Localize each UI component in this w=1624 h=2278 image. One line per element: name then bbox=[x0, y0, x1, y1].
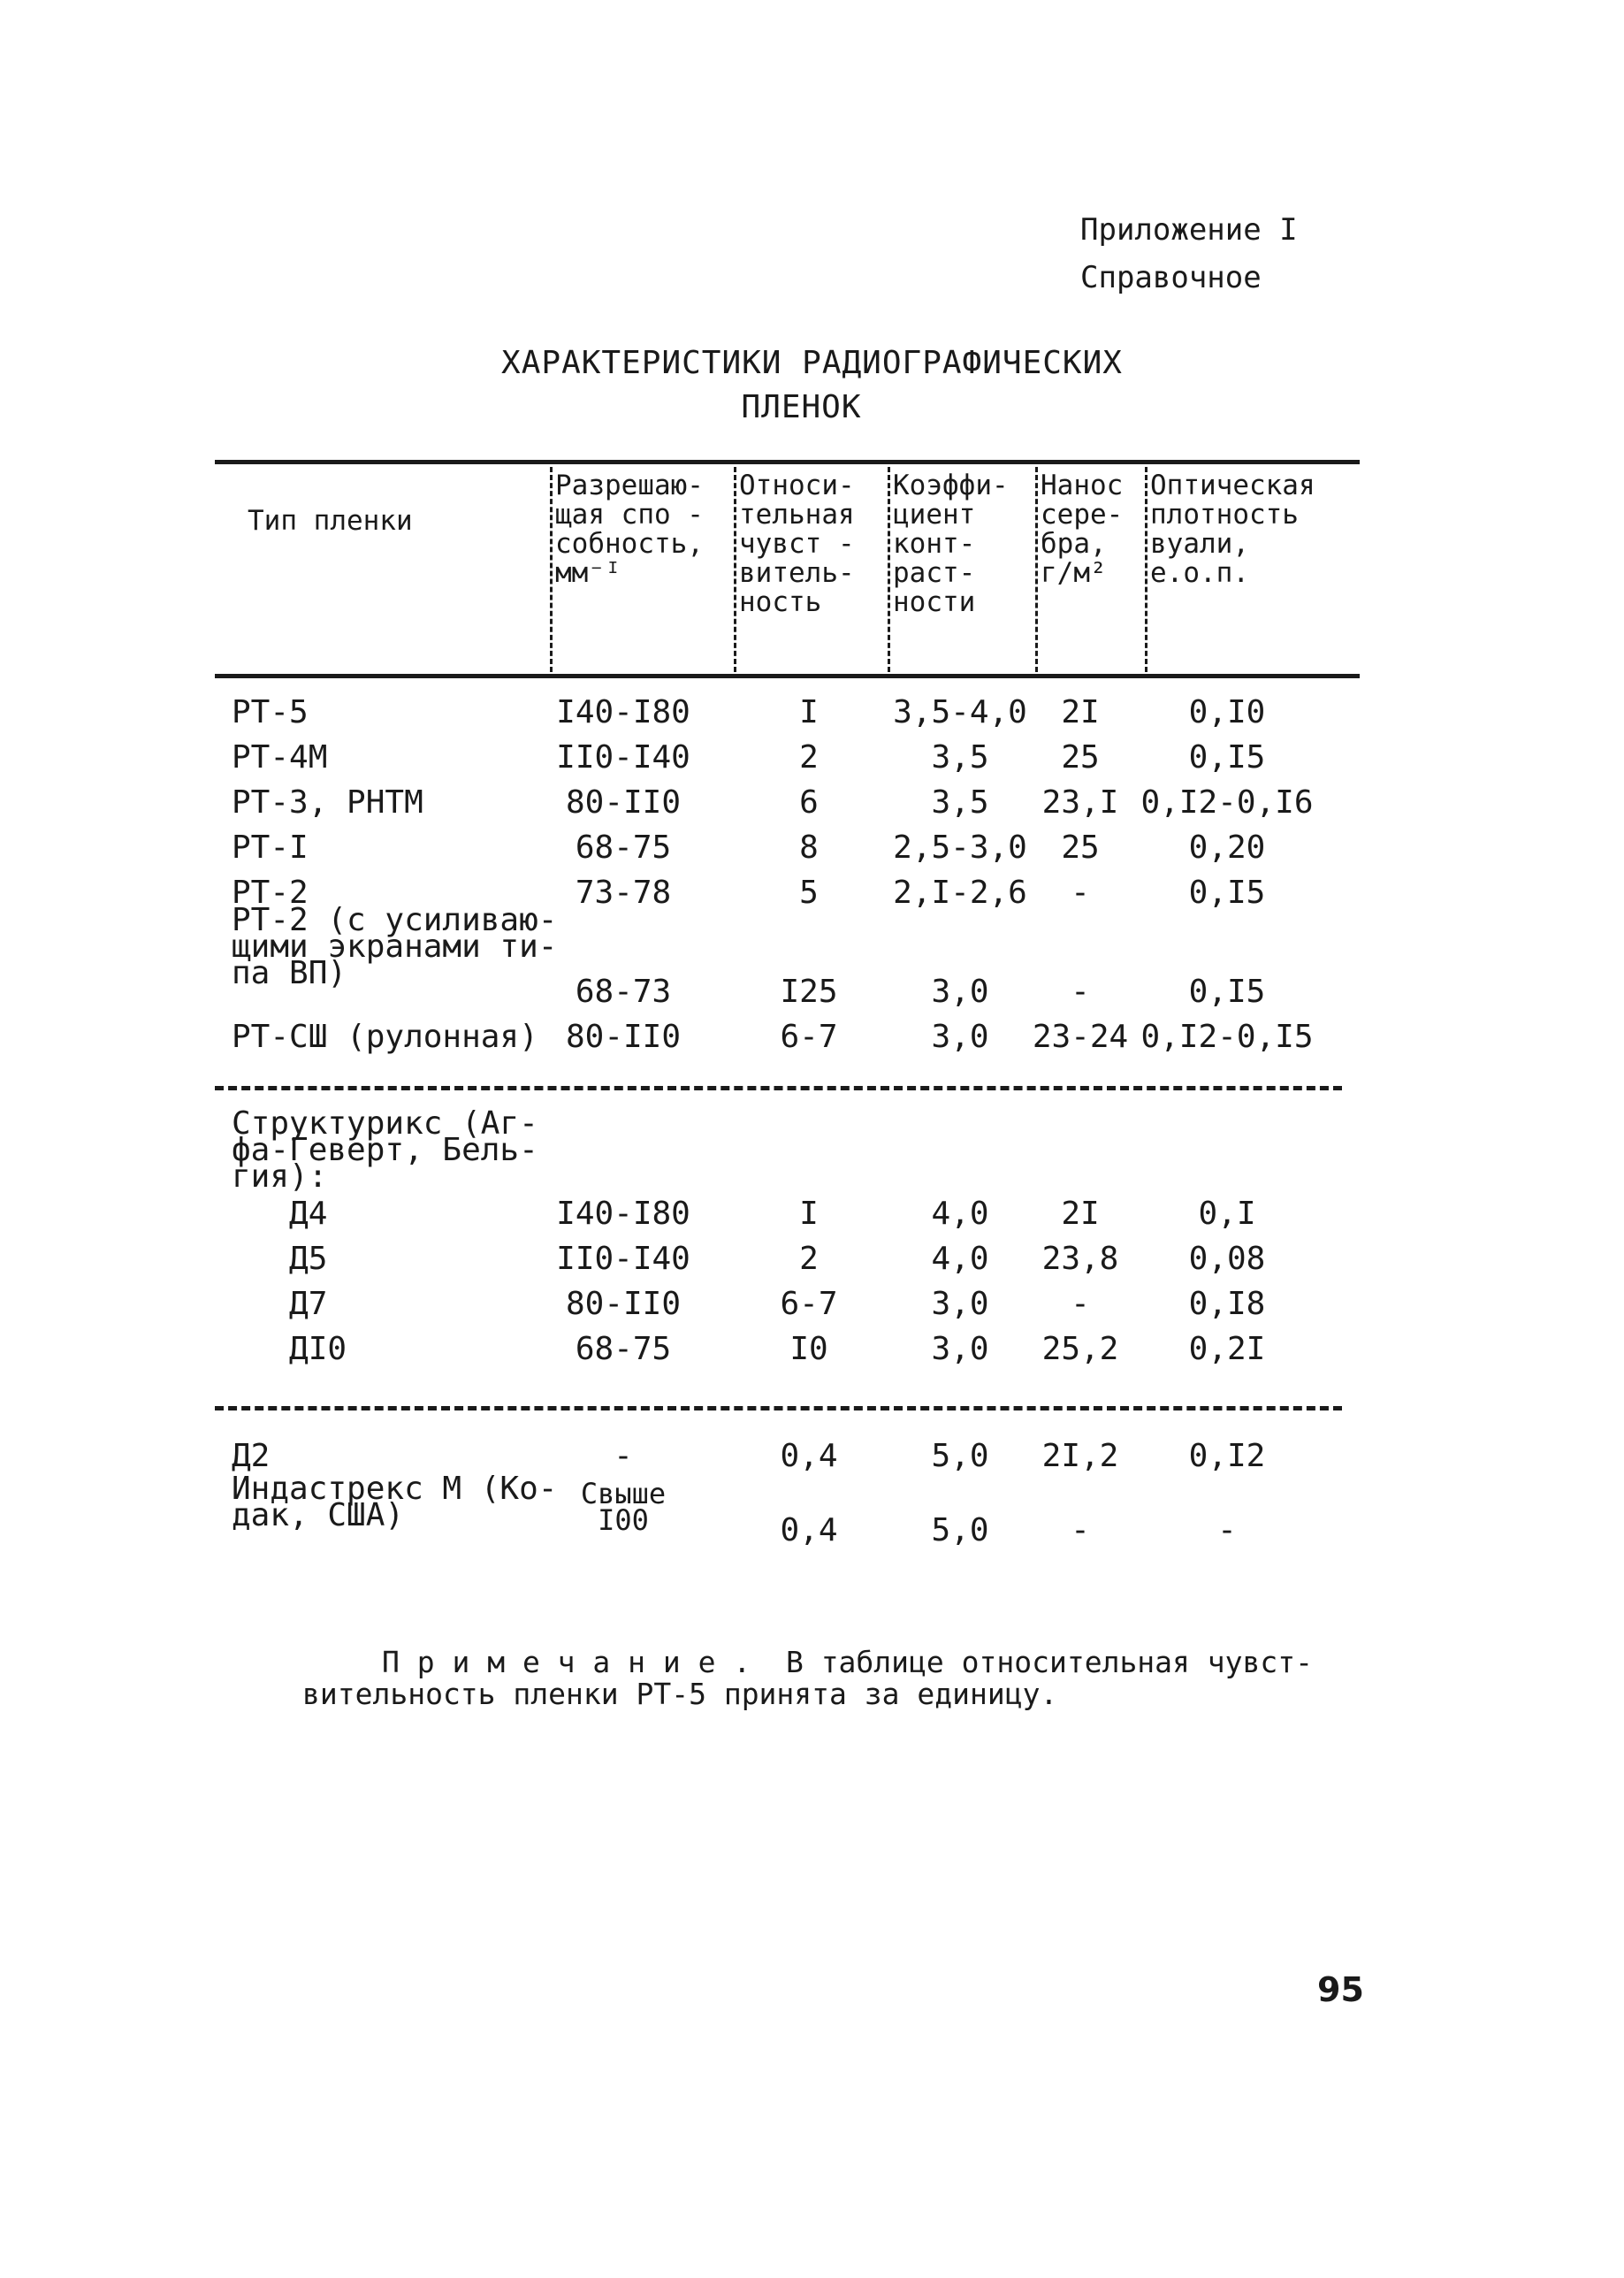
row-name: Д7 bbox=[232, 1286, 328, 1322]
cell-sens: 8 bbox=[799, 829, 819, 866]
cell-sens: 2 bbox=[799, 739, 819, 776]
cell-res: I40-I80 bbox=[556, 694, 690, 730]
cell-coef: 2,5-3,0 bbox=[893, 829, 1027, 866]
row-name: па ВП) bbox=[232, 955, 347, 991]
header-cell-2-line-2: чувст - bbox=[739, 528, 855, 560]
cell-coef: 3,0 bbox=[931, 1331, 989, 1367]
cell-ag: 25 bbox=[1061, 829, 1100, 866]
header-cell-4-line-3: г/м² bbox=[1041, 557, 1107, 589]
cell-coef: 5,0 bbox=[931, 1512, 989, 1548]
cell-dens: 0,I2 bbox=[1188, 1438, 1266, 1474]
header-cell-4-line-1: сере- bbox=[1041, 499, 1124, 531]
cell-coef: 5,0 bbox=[931, 1438, 989, 1474]
row-name: РТ-СШ (рулонная) bbox=[232, 1019, 538, 1055]
header-cell-1-line-3: мм⁻ᴵ bbox=[555, 557, 621, 589]
cell-res: II0-I40 bbox=[556, 739, 690, 776]
cell-res: 80-II0 bbox=[565, 1286, 682, 1322]
cell-coef: 3,0 bbox=[931, 974, 989, 1010]
page-title-line-2: ПЛЕНОК bbox=[741, 389, 862, 425]
appendix-line-1: Приложение I bbox=[1080, 212, 1298, 248]
cell-res: 80-II0 bbox=[565, 1019, 682, 1055]
cell-res: Свыше I00 bbox=[580, 1477, 667, 1537]
header-cell-5-line-1: плотность bbox=[1150, 499, 1299, 531]
header-cell-1-line-1: щая спо - bbox=[555, 499, 704, 531]
cell-res: I40-I80 bbox=[556, 1196, 690, 1232]
cell-res: - bbox=[614, 1438, 633, 1474]
cell-coef: 4,0 bbox=[931, 1241, 989, 1277]
cell-dens: 0,I0 bbox=[1188, 694, 1266, 730]
cell-coef: 3,5 bbox=[931, 784, 989, 821]
cell-ag: - bbox=[1071, 974, 1090, 1010]
cell-dens: 0,I5 bbox=[1188, 875, 1266, 911]
header-cell-2-line-1: тельная bbox=[739, 499, 855, 531]
table-top-rule bbox=[215, 460, 1360, 464]
row-name: РТ-5 bbox=[232, 694, 309, 730]
cell-ag: - bbox=[1071, 875, 1090, 911]
cell-ag: - bbox=[1071, 1512, 1090, 1548]
header-cell-3-line-4: ности bbox=[893, 586, 976, 618]
header-cell-2-line-3: витель- bbox=[739, 557, 855, 589]
header-cell-3-line-2: конт- bbox=[893, 528, 976, 560]
header-cell-1-line-0: Разрешаю- bbox=[555, 470, 704, 501]
row-name: РТ-2 (с усиливаю- bbox=[232, 902, 558, 938]
cell-ag: 25 bbox=[1061, 739, 1100, 776]
cell-res: 68-75 bbox=[575, 829, 672, 866]
cell-sens: I25 bbox=[780, 974, 838, 1010]
cell-ag: 23,8 bbox=[1041, 1241, 1119, 1277]
cell-res: 68-75 bbox=[575, 1331, 672, 1367]
cell-res: 80-II0 bbox=[565, 784, 682, 821]
row-name: Структурикс (Аг- bbox=[232, 1105, 538, 1142]
cell-coef: 3,0 bbox=[931, 1286, 989, 1322]
note-line-1: П р и м е ч а н и е . В таблице относительная чувст- bbox=[382, 1645, 1313, 1679]
cell-sens: 6 bbox=[799, 784, 819, 821]
table-header-rule bbox=[215, 674, 1360, 678]
row-name: гия): bbox=[232, 1158, 328, 1195]
row-name: щими экранами ти- bbox=[232, 929, 558, 965]
row-name: дак, США) bbox=[232, 1497, 405, 1533]
cell-ag: 2I,2 bbox=[1041, 1438, 1119, 1474]
row-name: РТ-3, РНТМ bbox=[232, 784, 423, 821]
row-name: Д2 bbox=[232, 1438, 271, 1474]
cell-dens: 0,2I bbox=[1188, 1331, 1266, 1367]
cell-sens: 6-7 bbox=[780, 1286, 838, 1322]
note-line-2: вительность пленки РТ-5 принята за единицу. bbox=[302, 1677, 1058, 1711]
header-cell-3-line-0: Коэффи- bbox=[893, 470, 1009, 501]
cell-dens: 0,I2-0,I5 bbox=[1140, 1019, 1314, 1055]
header-cell-5-line-2: вуали, bbox=[1150, 528, 1249, 560]
cell-sens: 2 bbox=[799, 1241, 819, 1277]
cell-res: 73-78 bbox=[575, 875, 672, 911]
cell-dens: 0,20 bbox=[1188, 829, 1266, 866]
row-name: Индастрекс М (Ко- bbox=[232, 1471, 558, 1507]
header-cell-4-line-2: бра, bbox=[1041, 528, 1107, 560]
cell-coef: 2,I-2,6 bbox=[893, 875, 1027, 911]
header-cell-3-line-1: циент bbox=[893, 499, 976, 531]
cell-sens: 0,4 bbox=[780, 1512, 838, 1548]
cell-ag: 2I bbox=[1061, 1196, 1100, 1232]
header-cell-3-line-3: раст- bbox=[893, 557, 976, 589]
cell-dens: 0,I2-0,I6 bbox=[1140, 784, 1314, 821]
cell-sens: I bbox=[799, 1196, 819, 1232]
cell-sens: 5 bbox=[799, 875, 819, 911]
group-separator-2 bbox=[215, 1406, 1342, 1410]
cell-coef: 3,0 bbox=[931, 1019, 989, 1055]
cell-dens: 0,I8 bbox=[1188, 1286, 1266, 1322]
cell-dens: 0,I5 bbox=[1188, 974, 1266, 1010]
cell-ag: 25,2 bbox=[1041, 1331, 1119, 1367]
cell-dens: 0,08 bbox=[1188, 1241, 1266, 1277]
page-title-line-1: ХАРАКТЕРИСТИКИ РАДИОГРАФИЧЕСКИХ bbox=[501, 345, 1123, 381]
cell-ag: 23-24 bbox=[1032, 1019, 1129, 1055]
row-name: фа-Геверт, Бель- bbox=[232, 1132, 538, 1168]
header-cell-2-line-4: ность bbox=[739, 586, 822, 618]
cell-sens: I bbox=[799, 694, 819, 730]
cell-coef: 3,5 bbox=[931, 739, 989, 776]
cell-coef: 4,0 bbox=[931, 1196, 989, 1232]
cell-dens: - bbox=[1217, 1512, 1237, 1548]
group-separator-1 bbox=[215, 1086, 1342, 1090]
row-name: ДI0 bbox=[232, 1331, 347, 1367]
cell-res: II0-I40 bbox=[556, 1241, 690, 1277]
cell-dens: 0,I5 bbox=[1188, 739, 1266, 776]
cell-sens: 0,4 bbox=[780, 1438, 838, 1474]
cell-ag: 2I bbox=[1061, 694, 1100, 730]
cell-coef: 3,5-4,0 bbox=[893, 694, 1027, 730]
cell-res: 68-73 bbox=[575, 974, 672, 1010]
header-cell-2-line-0: Относи- bbox=[739, 470, 855, 501]
cell-dens: 0,I bbox=[1198, 1196, 1256, 1232]
header-cell-4-line-0: Нанос bbox=[1041, 470, 1124, 501]
row-name: РТ-4М bbox=[232, 739, 328, 776]
header-cell-1-line-2: собность, bbox=[555, 528, 704, 560]
cell-ag: 23,I bbox=[1041, 784, 1119, 821]
appendix-line-2: Справочное bbox=[1080, 260, 1262, 295]
row-name: РТ-I bbox=[232, 829, 309, 866]
header-cell-5-line-0: Оптическая bbox=[1150, 470, 1315, 501]
header-cell-0-line-0: Тип пленки bbox=[248, 505, 413, 537]
row-name: Д4 bbox=[232, 1196, 328, 1232]
row-name: Д5 bbox=[232, 1241, 328, 1277]
cell-sens: 6-7 bbox=[780, 1019, 838, 1055]
page-number: 95 bbox=[1317, 1970, 1364, 2009]
row-name: РТ-2 bbox=[232, 875, 309, 911]
cell-sens: I0 bbox=[789, 1331, 828, 1367]
header-cell-5-line-3: е.о.п. bbox=[1150, 557, 1249, 589]
cell-ag: - bbox=[1071, 1286, 1090, 1322]
